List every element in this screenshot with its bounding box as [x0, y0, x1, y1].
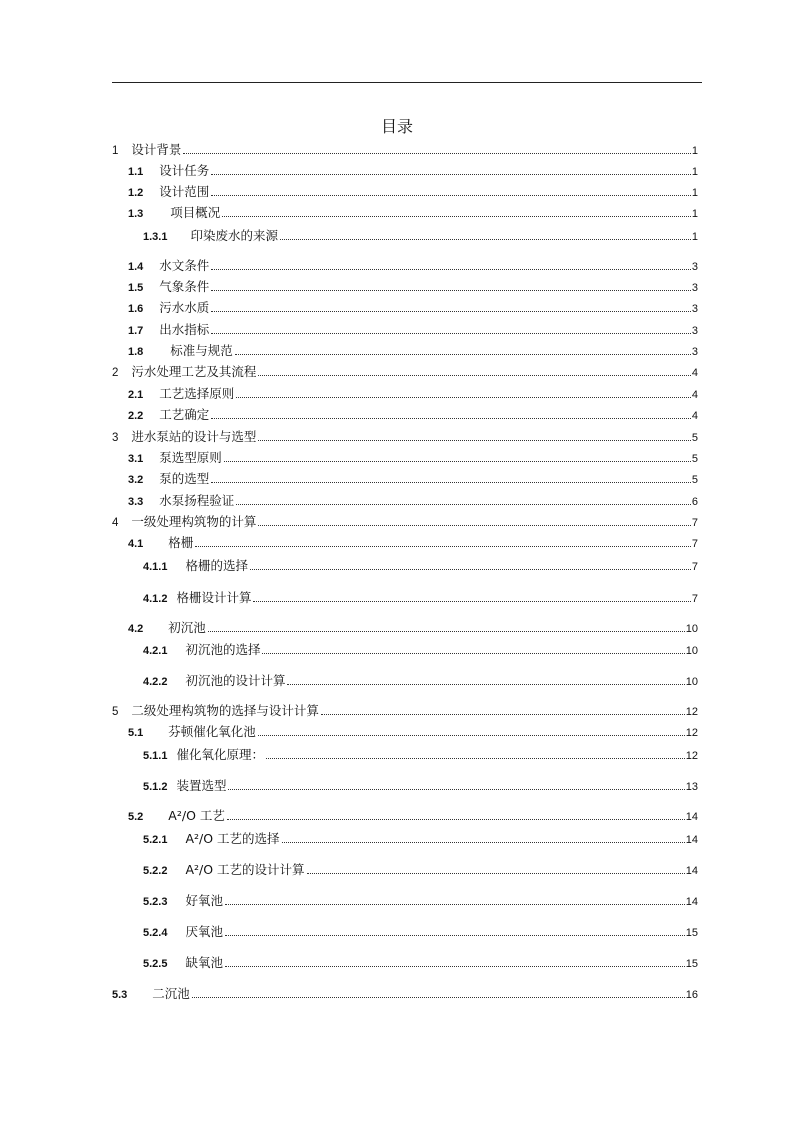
toc-entry-page: 12	[685, 750, 698, 762]
toc-entry-number: 3.3	[128, 496, 144, 508]
toc-entry[interactable]	[128, 493, 698, 510]
dot-leader	[208, 631, 685, 632]
toc-entry[interactable]	[112, 514, 698, 531]
toc-entry-number: 1.5	[128, 282, 144, 294]
toc-entry[interactable]	[112, 364, 698, 381]
toc-entry[interactable]	[128, 450, 698, 467]
toc-entry-page: 5	[691, 474, 698, 486]
dot-leader	[250, 569, 691, 570]
dot-leader	[224, 461, 691, 462]
toc-entry-title: 项目概况	[170, 205, 221, 220]
toc-entry-page: 4	[691, 410, 698, 422]
toc-entry-number: 1.3	[128, 208, 144, 220]
toc-entry-number: 4.1.1	[143, 561, 168, 573]
toc-entry-title: 印染废水的来源	[190, 228, 278, 243]
toc-entry-number: 1.1	[128, 166, 144, 178]
toc-entry-number: 5.3	[112, 989, 128, 1001]
toc-entry-number: 1.6	[128, 303, 144, 315]
toc-entry[interactable]	[112, 142, 698, 159]
toc-entry[interactable]	[128, 163, 698, 180]
toc-entry[interactable]	[143, 590, 698, 607]
toc-entry-page: 15	[685, 927, 698, 939]
toc-entry[interactable]	[128, 620, 698, 637]
dot-leader	[228, 789, 684, 790]
toc-entry-number: 2.2	[128, 410, 144, 422]
toc-entry-title: 格栅的选择	[185, 558, 248, 573]
toc-entry-number: 1	[112, 145, 119, 157]
toc-entry-page: 1	[691, 231, 698, 243]
toc-entry-title: 设计背景	[131, 142, 182, 157]
toc-entry[interactable]	[143, 778, 698, 795]
toc-entry-number: 5.2.2	[143, 865, 168, 877]
toc-entry-title: 格栅设计计算	[176, 590, 252, 605]
toc-entry-page: 3	[691, 325, 698, 337]
dot-leader	[235, 354, 691, 355]
toc-entry-number: 4.2.2	[143, 676, 168, 688]
toc-entry-title: 标准与规范	[170, 343, 233, 358]
toc-entry[interactable]	[128, 258, 698, 275]
toc-entry[interactable]	[143, 862, 698, 879]
toc-entry-number: 5.2.5	[143, 958, 168, 970]
toc-entry-title: 出水指标	[159, 322, 210, 337]
dot-leader	[258, 375, 690, 376]
toc-entry-page: 4	[691, 389, 698, 401]
dot-leader	[258, 735, 685, 736]
toc-entry-number: 5.1.1	[143, 750, 168, 762]
toc-entry[interactable]	[128, 300, 698, 317]
toc-entry[interactable]	[143, 558, 698, 575]
toc-entry-page: 1	[691, 145, 698, 157]
toc-entry-number: 1.8	[128, 346, 144, 358]
toc-entry-number: 3.2	[128, 474, 144, 486]
toc-entry-title: 缺氧池	[185, 955, 223, 970]
dot-leader	[236, 504, 691, 505]
dot-leader	[211, 269, 691, 270]
toc-entry-number: 2.1	[128, 389, 144, 401]
toc-entry[interactable]	[128, 279, 698, 296]
toc-entry-number: 5.2	[128, 811, 144, 823]
toc-entry-page: 7	[691, 517, 698, 529]
toc-entry-number: 4.1	[128, 538, 144, 550]
toc-entry-page: 10	[685, 645, 698, 657]
toc-entry[interactable]	[112, 986, 698, 1003]
toc-entry-number: 5	[112, 706, 119, 718]
toc-entry-number: 4.1.2	[143, 593, 168, 605]
toc-entry-page: 1	[691, 166, 698, 178]
toc-entry[interactable]	[143, 642, 698, 659]
toc-entry[interactable]	[143, 893, 698, 910]
dot-leader	[282, 842, 685, 843]
dot-leader	[225, 966, 685, 967]
dot-leader	[211, 311, 691, 312]
toc-title: 目录	[380, 117, 413, 136]
toc-entry-title: 泵选型原则	[159, 450, 222, 465]
toc-entry-number: 5.2.4	[143, 927, 168, 939]
toc-entry-number: 2	[112, 367, 119, 379]
toc-entry-page: 14	[685, 896, 698, 908]
dot-leader	[287, 684, 684, 685]
toc-entry-page: 12	[685, 706, 698, 718]
dot-leader	[211, 482, 691, 483]
toc-entry-page: 7	[691, 593, 698, 605]
toc-entry[interactable]	[128, 407, 698, 424]
toc-entry-title: A²/O 工艺的设计计算	[185, 862, 305, 877]
toc-entry[interactable]	[128, 343, 698, 360]
dot-leader	[307, 873, 685, 874]
toc-entry-number: 1.4	[128, 261, 144, 273]
toc-entry[interactable]	[143, 747, 698, 764]
toc-entry-page: 3	[691, 282, 698, 294]
toc-entry-number: 1.2	[128, 187, 144, 199]
toc-entry-title: 初沉池的选择	[185, 642, 261, 657]
toc-entry-page: 3	[691, 261, 698, 273]
dot-leader	[211, 418, 691, 419]
toc-entry[interactable]	[112, 703, 698, 720]
dot-leader	[280, 239, 691, 240]
toc-entry-title: 芬顿催化氧化池	[168, 724, 256, 739]
dot-leader	[211, 174, 691, 175]
toc-entry-title: 设计任务	[159, 163, 210, 178]
dot-leader	[266, 758, 685, 759]
dot-leader	[253, 601, 690, 602]
dot-leader	[258, 525, 690, 526]
toc-entry[interactable]	[143, 228, 698, 245]
toc-entry[interactable]	[128, 808, 698, 825]
toc-entry-title: 催化氧化原理：	[176, 747, 264, 762]
toc-entry-page: 5	[691, 432, 698, 444]
toc-entry-page: 6	[691, 496, 698, 508]
toc-entry-number: 5.2.1	[143, 834, 168, 846]
dot-leader	[225, 904, 685, 905]
toc-entry[interactable]	[128, 535, 698, 552]
dot-leader	[211, 290, 691, 291]
toc-entry-page: 7	[691, 538, 698, 550]
toc-entry-title: A²/O 工艺	[168, 808, 225, 823]
toc-entry-page: 1	[691, 208, 698, 220]
toc-entry[interactable]	[112, 429, 698, 446]
toc-entry-title: 泵的选型	[159, 471, 210, 486]
toc-entry-number: 3.1	[128, 453, 144, 465]
toc-entry-title: 工艺选择原则	[159, 386, 235, 401]
dot-leader	[211, 195, 691, 196]
toc-entry-page: 13	[685, 781, 698, 793]
dot-leader	[192, 997, 685, 998]
toc-entry-page: 1	[691, 187, 698, 199]
toc-entry[interactable]	[143, 924, 698, 941]
toc-entry-title: 厌氧池	[185, 924, 223, 939]
toc-entry-title: 初沉池	[168, 620, 206, 635]
dot-leader	[227, 819, 685, 820]
toc-entry[interactable]	[128, 205, 698, 222]
toc-entry[interactable]	[143, 831, 698, 848]
toc-entry-number: 5.2.3	[143, 896, 168, 908]
toc-entry-page: 12	[685, 727, 698, 739]
dot-leader	[222, 216, 691, 217]
dot-leader	[183, 153, 690, 154]
toc-entry-title: 污水处理工艺及其流程	[131, 364, 257, 379]
toc-entry-number: 1.7	[128, 325, 144, 337]
toc-entry-page: 3	[691, 346, 698, 358]
dot-leader	[195, 546, 691, 547]
dot-leader	[321, 714, 685, 715]
toc-entry-title: 水泵扬程验证	[159, 493, 235, 508]
toc-entry[interactable]	[128, 386, 698, 403]
toc-entry-page: 15	[685, 958, 698, 970]
toc-entry[interactable]	[128, 724, 698, 741]
toc-entry-title: 装置选型	[176, 778, 227, 793]
toc-entry-title: 格栅	[168, 535, 194, 550]
toc-entry-title: 工艺确定	[159, 407, 210, 422]
toc-entry-page: 4	[691, 367, 698, 379]
toc-entry-title: 污水水质	[159, 300, 210, 315]
toc-entry-title: 气象条件	[159, 279, 210, 294]
toc-entry-page: 10	[685, 623, 698, 635]
toc-entry-title: 初沉池的设计计算	[185, 673, 286, 688]
dot-leader	[211, 333, 691, 334]
toc-entry-title: 二级处理构筑物的选择与设计计算	[131, 703, 319, 718]
toc-entry-title: 二沉池	[152, 986, 190, 1001]
toc-entry-page: 16	[685, 989, 698, 1001]
toc-entry[interactable]	[128, 184, 698, 201]
toc-entry-page: 3	[691, 303, 698, 315]
toc-entry-title: 一级处理构筑物的计算	[131, 514, 257, 529]
dot-leader	[236, 397, 691, 398]
dot-leader	[262, 653, 684, 654]
toc-entry-title: 设计范围	[159, 184, 210, 199]
toc-entry-title: 水文条件	[159, 258, 210, 273]
dot-leader	[225, 935, 685, 936]
toc-entry-title: A²/O 工艺的选择	[185, 831, 280, 846]
toc-entry-page: 10	[685, 676, 698, 688]
toc-entry[interactable]	[128, 322, 698, 339]
toc-entry-page: 5	[691, 453, 698, 465]
toc-entry-number: 4.2.1	[143, 645, 168, 657]
toc-entry-title: 进水泵站的设计与选型	[131, 429, 257, 444]
toc-entry-number: 3	[112, 432, 119, 444]
toc-entry[interactable]	[143, 955, 698, 972]
toc-entry-number: 4	[112, 517, 119, 529]
toc-entry-page: 7	[691, 561, 698, 573]
toc-entry-number: 4.2	[128, 623, 144, 635]
toc-entry-number: 5.1	[128, 727, 144, 739]
toc-entry-title: 好氧池	[185, 893, 223, 908]
dot-leader	[258, 440, 690, 441]
toc-entry-page: 14	[685, 865, 698, 877]
toc-entry-number: 5.1.2	[143, 781, 168, 793]
toc-entry[interactable]	[143, 673, 698, 690]
toc-entry-page: 14	[685, 834, 698, 846]
toc-entry[interactable]	[128, 471, 698, 488]
toc-entry-number: 1.3.1	[143, 231, 168, 243]
toc-entry-page: 14	[685, 811, 698, 823]
